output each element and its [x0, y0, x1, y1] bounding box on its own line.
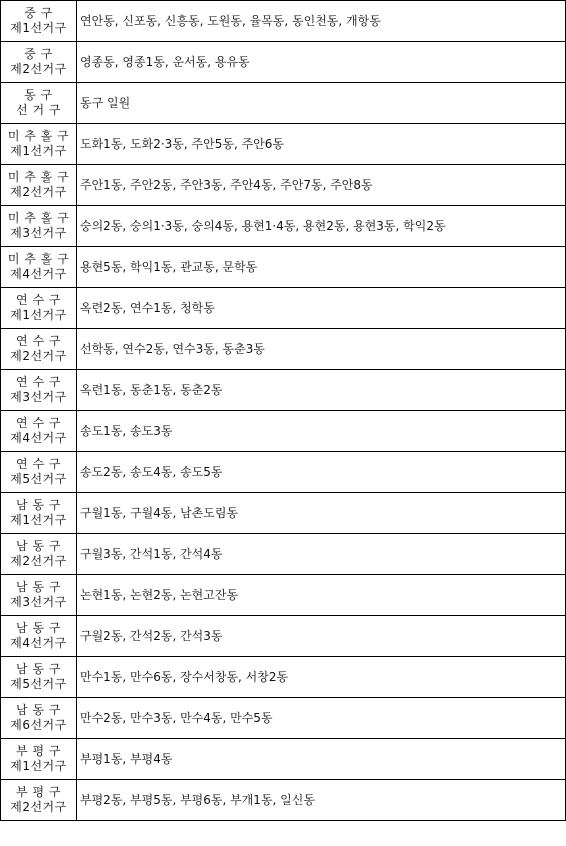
constituency-name-cell [1, 124, 77, 165]
district-name: 연 수 구 [16, 375, 61, 389]
area-list-cell: 부평1동, 부평4동 [77, 739, 566, 780]
area-list-cell: 주안1동, 주안2동, 주안3동, 주안4동, 주안7동, 주안8동 [77, 165, 566, 206]
constituency-name-cell [1, 411, 77, 452]
constituency-name: 제5선거구 [10, 472, 67, 486]
area-list-cell: 부평2동, 부평5동, 부평6동, 부개1동, 일신동 [77, 780, 566, 821]
constituency-name-cell [1, 534, 77, 575]
constituency-name: 제1선거구 [10, 144, 67, 158]
table-row [1, 42, 566, 83]
constituency-name: 제4선거구 [10, 431, 67, 445]
area-list-cell: 송도2동, 송도4동, 송도5동 [77, 452, 566, 493]
area-list-cell: 논현1동, 논현2동, 논현고잔동 [77, 575, 566, 616]
table-row [1, 370, 566, 411]
constituency-name-cell [1, 698, 77, 739]
constituency-name-cell [1, 83, 77, 124]
constituency-name: 제1선거구 [10, 308, 67, 322]
constituency-name: 제3선거구 [10, 226, 67, 240]
district-name: 연 수 구 [16, 334, 61, 348]
district-name: 중 구 [24, 6, 53, 20]
area-list-cell: 옥련1동, 동춘1동, 동춘2동 [77, 370, 566, 411]
district-name: 미 추 홀 구 [7, 170, 70, 184]
table-row [1, 83, 566, 124]
area-list-cell: 만수1동, 만수6동, 장수서창동, 서창2동 [77, 657, 566, 698]
table-row [1, 698, 566, 739]
area-list-cell: 선학동, 연수2동, 연수3동, 동춘3동 [77, 329, 566, 370]
table-row [1, 534, 566, 575]
constituency-table-body [1, 1, 566, 821]
table-row [1, 452, 566, 493]
constituency-name: 제3선거구 [10, 595, 67, 609]
constituency-name: 제1선거구 [10, 513, 67, 527]
constituency-name-cell [1, 288, 77, 329]
constituency-name: 제2선거구 [10, 349, 67, 363]
constituency-name-cell [1, 1, 77, 42]
constituency-name-cell [1, 657, 77, 698]
table-row [1, 288, 566, 329]
constituency-name-cell [1, 739, 77, 780]
area-list-cell: 구월2동, 간석2동, 간석3동 [77, 616, 566, 657]
constituency-name: 제4선거구 [10, 636, 67, 650]
area-list-cell: 도화1동, 도화2·3동, 주안5동, 주안6동 [77, 124, 566, 165]
district-name: 연 수 구 [16, 416, 61, 430]
district-name: 남 동 구 [16, 703, 61, 717]
area-list-cell: 영종동, 영종1동, 운서동, 용유동 [77, 42, 566, 83]
table-row [1, 657, 566, 698]
area-list-cell: 만수2동, 만수3동, 만수4동, 만수5동 [77, 698, 566, 739]
district-name: 중 구 [24, 47, 53, 61]
table-row [1, 247, 566, 288]
constituency-name-cell [1, 165, 77, 206]
area-list-cell: 옥련2동, 연수1동, 청학동 [77, 288, 566, 329]
table-row [1, 411, 566, 452]
district-name: 미 추 홀 구 [7, 252, 70, 266]
table-row [1, 575, 566, 616]
table-row [1, 1, 566, 42]
constituency-name: 제1선거구 [10, 759, 67, 773]
district-name: 남 동 구 [16, 498, 61, 512]
table-row [1, 329, 566, 370]
constituency-name-cell [1, 247, 77, 288]
constituency-name: 제4선거구 [10, 267, 67, 281]
constituency-name-cell [1, 575, 77, 616]
table-row [1, 206, 566, 247]
table-row [1, 124, 566, 165]
constituency-name-cell [1, 493, 77, 534]
area-list-cell: 구월3동, 간석1동, 간석4동 [77, 534, 566, 575]
area-list-cell: 동구 일원 [77, 83, 566, 124]
district-name: 연 수 구 [16, 293, 61, 307]
area-list-cell: 송도1동, 송도3동 [77, 411, 566, 452]
constituency-name-cell [1, 206, 77, 247]
table-row [1, 165, 566, 206]
district-name: 남 동 구 [16, 539, 61, 553]
constituency-name: 제5선거구 [10, 677, 67, 691]
district-name: 남 동 구 [16, 621, 61, 635]
table-row [1, 493, 566, 534]
district-name: 미 추 홀 구 [7, 211, 70, 225]
district-name: 부 평 구 [16, 744, 61, 758]
constituency-name-cell [1, 452, 77, 493]
constituency-name: 제6선거구 [10, 718, 67, 732]
constituency-name: 제2선거구 [10, 62, 67, 76]
constituency-name-cell [1, 370, 77, 411]
constituency-name-cell [1, 780, 77, 821]
district-name: 부 평 구 [16, 785, 61, 799]
constituency-name: 제1선거구 [10, 21, 67, 35]
area-list-cell: 구월1동, 구월4동, 남촌도림동 [77, 493, 566, 534]
constituency-name-cell [1, 42, 77, 83]
constituency-name-cell [1, 616, 77, 657]
constituency-name: 제2선거구 [10, 554, 67, 568]
constituency-name: 제3선거구 [10, 390, 67, 404]
area-list-cell: 용현5동, 학익1동, 관교동, 문학동 [77, 247, 566, 288]
constituency-name: 선 거 구 [16, 103, 61, 117]
district-name: 남 동 구 [16, 580, 61, 594]
constituency-name-cell [1, 329, 77, 370]
area-list-cell: 연안동, 신포동, 신흥동, 도원동, 율목동, 동인천동, 개항동 [77, 1, 566, 42]
district-name: 연 수 구 [16, 457, 61, 471]
district-name: 동 구 [24, 88, 53, 102]
table-row [1, 616, 566, 657]
area-list-cell: 숭의2동, 숭의1·3동, 숭의4동, 용현1·4동, 용현2동, 용현3동, 학익2동 [77, 206, 566, 247]
table-row [1, 780, 566, 821]
constituency-name: 제2선거구 [10, 800, 67, 814]
constituency-name: 제2선거구 [10, 185, 67, 199]
district-name: 남 동 구 [16, 662, 61, 676]
district-name: 미 추 홀 구 [7, 129, 70, 143]
table-row [1, 739, 566, 780]
